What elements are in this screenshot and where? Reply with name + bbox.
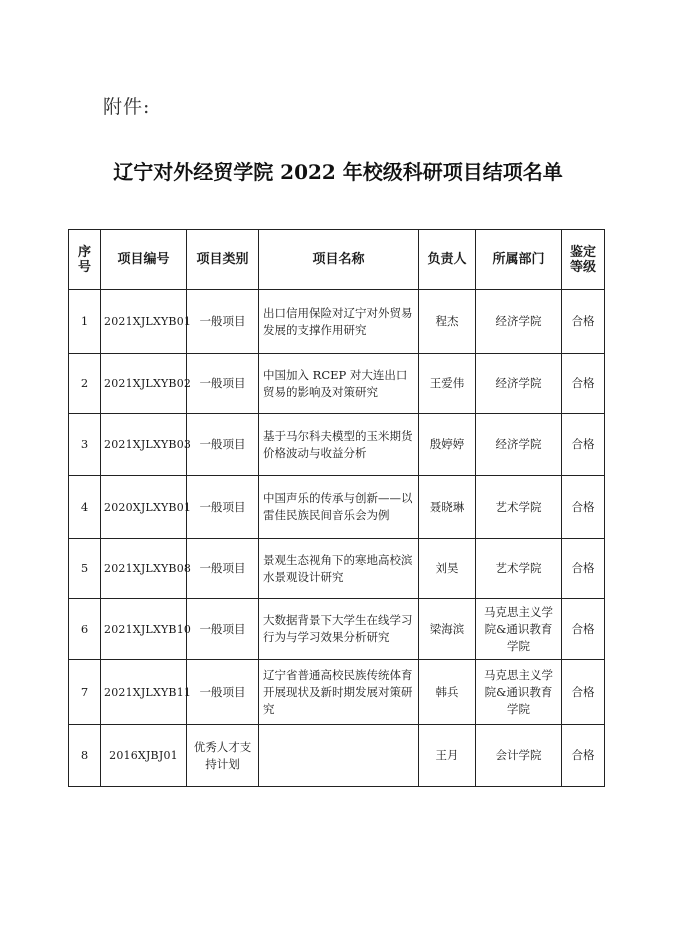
cell-dept: 经济学院 <box>476 290 562 354</box>
header-category: 项目类别 <box>187 230 259 290</box>
cell-dept: 艺术学院 <box>476 539 562 599</box>
table-row <box>69 414 605 476</box>
cell-leader: 王爱伟 <box>419 354 476 414</box>
header-grade: 鉴定等级 <box>562 230 605 290</box>
cell-seq: 1 <box>69 290 101 354</box>
cell-name: 景观生态视角下的寒地高校滨水景观设计研究 <box>259 539 419 599</box>
table-row <box>69 354 605 414</box>
cell-category: 一般项目 <box>187 539 259 599</box>
cell-leader: 刘昊 <box>419 539 476 599</box>
cell-leader: 聂晓琳 <box>419 476 476 539</box>
header-seq: 序号 <box>69 230 101 290</box>
document-title: 辽宁对外经贸学院 2022 年校级科研项目结项名单 <box>113 160 563 184</box>
table-row <box>69 725 605 787</box>
cell-name: 中国加入 RCEP 对大连出口贸易的影响及对策研究 <box>259 354 419 414</box>
cell-grade: 合格 <box>562 599 605 660</box>
cell-code: 2021XJLXYB02 <box>101 354 187 414</box>
cell-category: 一般项目 <box>187 354 259 414</box>
cell-code: 2016XJBJ01 <box>101 725 187 787</box>
cell-name: 基于马尔科夫模型的玉米期货价格波动与收益分析 <box>259 414 419 476</box>
cell-code: 2021XJLXYB10 <box>101 599 187 660</box>
table-header-row <box>69 230 605 290</box>
cell-name: 出口信用保险对辽宁对外贸易发展的支撑作用研究 <box>259 290 419 354</box>
cell-leader: 韩兵 <box>419 660 476 725</box>
cell-name <box>259 725 419 787</box>
cell-grade: 合格 <box>562 660 605 725</box>
header-dept: 所属部门 <box>476 230 562 290</box>
header-code: 项目编号 <box>101 230 187 290</box>
cell-grade: 合格 <box>562 354 605 414</box>
cell-dept: 经济学院 <box>476 354 562 414</box>
cell-code: 2021XJLXYB11 <box>101 660 187 725</box>
cell-category: 一般项目 <box>187 660 259 725</box>
cell-code: 2020XJLXYB01 <box>101 476 187 539</box>
header-leader: 负责人 <box>419 230 476 290</box>
header-name: 项目名称 <box>259 230 419 290</box>
cell-name: 大数据背景下大学生在线学习行为与学习效果分析研究 <box>259 599 419 660</box>
cell-leader: 王月 <box>419 725 476 787</box>
cell-category: 一般项目 <box>187 290 259 354</box>
cell-dept: 艺术学院 <box>476 476 562 539</box>
cell-dept: 马克思主义学院&通识教育学院 <box>476 660 562 725</box>
cell-leader: 程杰 <box>419 290 476 354</box>
cell-grade: 合格 <box>562 725 605 787</box>
table-row <box>69 660 605 725</box>
cell-code: 2021XJLXYB08 <box>101 539 187 599</box>
cell-seq: 6 <box>69 599 101 660</box>
cell-category: 一般项目 <box>187 476 259 539</box>
project-table <box>68 229 605 787</box>
cell-code: 2021XJLXYB01 <box>101 290 187 354</box>
cell-leader: 梁海滨 <box>419 599 476 660</box>
cell-grade: 合格 <box>562 539 605 599</box>
cell-seq: 4 <box>69 476 101 539</box>
cell-dept: 马克思主义学院&通识教育学院 <box>476 599 562 660</box>
cell-leader: 殷婷婷 <box>419 414 476 476</box>
cell-seq: 5 <box>69 539 101 599</box>
cell-name: 中国声乐的传承与创新——以雷佳民族民间音乐会为例 <box>259 476 419 539</box>
cell-dept: 经济学院 <box>476 414 562 476</box>
cell-seq: 3 <box>69 414 101 476</box>
cell-code: 2021XJLXYB03 <box>101 414 187 476</box>
cell-category: 一般项目 <box>187 599 259 660</box>
table-row <box>69 290 605 354</box>
cell-name: 辽宁省普通高校民族传统体育开展现状及新时期发展对策研究 <box>259 660 419 725</box>
cell-seq: 2 <box>69 354 101 414</box>
cell-category: 优秀人才支持计划 <box>187 725 259 787</box>
table-row <box>69 476 605 539</box>
attachment-label: 附件: <box>103 96 151 118</box>
cell-seq: 8 <box>69 725 101 787</box>
cell-dept: 会计学院 <box>476 725 562 787</box>
cell-grade: 合格 <box>562 414 605 476</box>
cell-category: 一般项目 <box>187 414 259 476</box>
cell-seq: 7 <box>69 660 101 725</box>
table-row <box>69 539 605 599</box>
cell-grade: 合格 <box>562 290 605 354</box>
table-row <box>69 599 605 660</box>
cell-grade: 合格 <box>562 476 605 539</box>
